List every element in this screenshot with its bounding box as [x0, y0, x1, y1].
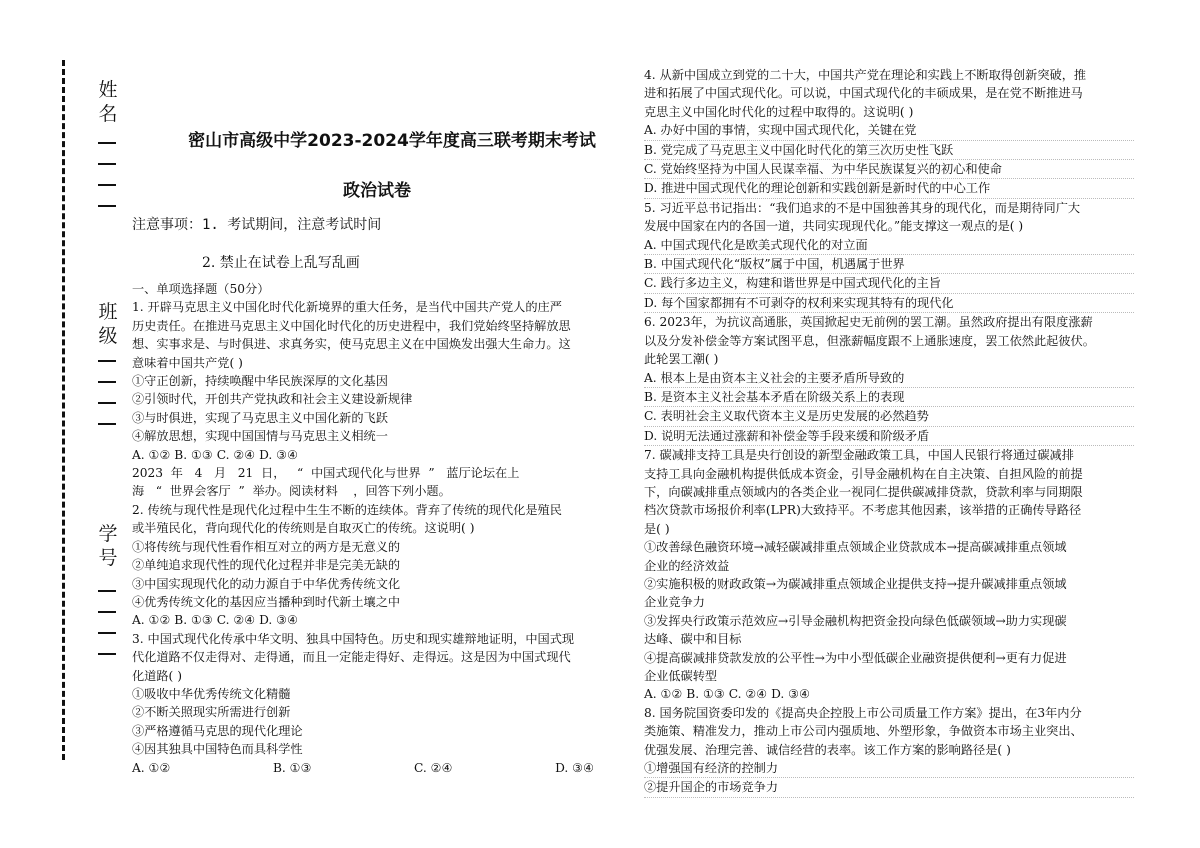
- exam-title: 密山市高级中学2023-2024学年度高三联考期末考试: [188, 131, 596, 151]
- text-line: ①将传统与现代性看作相互对立的两方是无意义的: [132, 539, 401, 554]
- text-line: ④因其独具中国特色而具科学性: [132, 742, 303, 757]
- answer-options: A. ①② B. ①③ C. ②④ D. ③④: [644, 687, 811, 702]
- text-line: 档次贷款市场报价利率(LPR)大致持平。不考虑其他因素，该举措的正确传导路径: [644, 503, 1082, 518]
- text-line: 发展中国家在内的各国一道，共同实现现代化。”能支撑这一观点的是( ): [644, 219, 1024, 234]
- text-line: A. 办好中国的事情，实现中国式现代化，关键在党: [644, 121, 1134, 140]
- text-line: 代化道路不仅走得对、走得通，而且一定能走得好、走得远。这是因为中国式现代: [132, 650, 571, 665]
- text-line: ①守正创新，持续唤醒中华民族深厚的文化基因: [132, 374, 388, 389]
- text-line: ③严格遵循马克思的现代化理论: [132, 723, 303, 738]
- name-blank[interactable]: [98, 142, 116, 226]
- option-c: C. ②④: [414, 760, 453, 775]
- notice-line-2: 2. 禁止在试卷上乱写乱画: [202, 255, 360, 271]
- text-line: 克思主义中国化时代化的过程中取得的。这说明( ): [644, 104, 914, 119]
- text-line: ②不断关照现实所需进行创新: [132, 705, 291, 720]
- text-line: 历史责任。在推进马克思主义中国化时代化的历史进程中，我们党始终坚持解放思: [132, 318, 571, 333]
- text-line: 海 “ 世界会客厅 ” 举办。阅读材料 ，回答下列小题。: [132, 484, 451, 499]
- name-label: 姓名: [98, 79, 118, 125]
- text-line: 8. 国务院国资委印发的《提高央企控股上市公司质量工作方案》提出，在3年内分: [644, 705, 1082, 720]
- text-line: 6. 2023年，为抗议高通胀，英国掀起史无前例的罢工潮。虽然政府提出有限度涨薪: [644, 315, 1093, 330]
- option-b: B. ①③: [272, 760, 312, 775]
- text-line: 或半殖民化，背向现代化的传统则是自取灭亡的传统。这说明( ): [132, 521, 475, 536]
- text-line: 以及分发补偿金等方案试图平息，但涨薪幅度跟不上通胀速度，罢工依然此起彼伏。: [644, 333, 1095, 348]
- text-line: ③与时俱进，实现了马克思主义中国化新的飞跃: [132, 410, 388, 425]
- class-blank[interactable]: [98, 360, 116, 444]
- binding-cut-line: [62, 60, 65, 760]
- text-line: A. 中国式现代化是欧美式现代化的对立面: [644, 236, 1134, 255]
- text-line: ①增强国有经济的控制力: [644, 759, 1134, 778]
- left-question-text: [132, 280, 624, 777]
- text-line: 一、单项选择题（50分）: [132, 282, 270, 296]
- text-line: 企业竞争力: [644, 595, 705, 610]
- text-line: 优强发展、治理完善、诚信经营的表率。该工作方案的影响路径是( ): [644, 742, 1011, 757]
- binding-margin: [52, 60, 122, 760]
- text-line: B. 是资本主义社会基本矛盾在阶级关系上的表现: [644, 388, 1134, 407]
- text-line: ④解放思想，实现中国国情与马克思主义相统一: [132, 429, 388, 444]
- text-line: 意味着中国共产党( ): [132, 355, 243, 370]
- text-line: C. 表明社会主义取代资本主义是历史发展的必然趋势: [644, 407, 1134, 426]
- text-line: 达峰、碳中和目标: [644, 632, 742, 647]
- text-line: 是( ): [644, 521, 670, 536]
- text-line: 下，向碳减排重点领域内的各类企业一视同仁提供碳减排贷款，贷款利率与同期限: [644, 484, 1083, 499]
- text-line: 4. 从新中国成立到党的二十大，中国共产党在理论和实践上不断取得创新突破，推: [644, 68, 1087, 82]
- text-line: ①吸收中华优秀传统文化精髓: [132, 686, 291, 701]
- text-line: B. 党完成了马克思主义中国化时代化的第三次历史性飞跃: [644, 141, 1134, 160]
- text-line: 企业低碳转型: [644, 669, 718, 683]
- answer-options: [132, 759, 594, 777]
- text-line: C. 践行多边主义，构建和谐世界是中国式现代化的主旨: [644, 274, 1134, 293]
- text-line: D. 说明无法通过涨薪和补偿金等手段来缓和阶级矛盾: [644, 427, 1134, 446]
- answer-options: A. ①② B. ①③ C. ②④ D. ③④: [132, 613, 299, 628]
- text-line: 支持工具向金融机构提供低成本资金，引导金融机构在自主决策、自担风险的前提: [644, 466, 1083, 481]
- text-line: 2023 年 4 月 21 日， “ 中国式现代化与世界 ” 蓝厅论坛在上: [132, 466, 520, 481]
- exam-subtitle: 政治试卷: [343, 181, 411, 201]
- text-line: B. 中国式现代化“版权”属于中国，机遇属于世界: [644, 255, 1134, 274]
- text-line: ④优秀传统文化的基因应当播种到时代新土壤之中: [132, 594, 401, 609]
- notice-line-1: 注意事项：1. 考试期间，注意考试时间: [132, 217, 382, 233]
- text-line: D. 推进中国式现代化的理论创新和实践创新是新时代的中心工作: [644, 179, 1134, 198]
- text-line: 此轮罢工潮( ): [644, 352, 719, 367]
- text-line: 1. 开辟马克思主义中国化时代化新境界的重大任务，是当代中国共产党人的庄严: [132, 300, 562, 315]
- text-line: 企业的经济效益: [644, 558, 730, 573]
- text-line: 7. 碳减排支持工具是央行创设的新型金融政策工具，中国人民银行将通过碳减排: [644, 448, 1074, 463]
- option-a: A. ①②: [132, 760, 171, 775]
- text-line: ②单纯追求现代性的现代化过程并非是完美无缺的: [132, 558, 401, 573]
- text-line: 2. 传统与现代性是现代化过程中生生不断的连续体。背弃了传统的现代化是殖民: [132, 502, 562, 517]
- text-line: 想、实事求是、与时俱进、求真务实，使马克思主义在中国焕发出强大生命力。这: [132, 337, 571, 352]
- option-d: D. ③④: [555, 760, 594, 775]
- text-line: 3. 中国式现代化传承中华文明、独具中国特色。历史和现实雄辩地证明，中国式现: [132, 631, 575, 646]
- right-question-text: [644, 66, 1134, 798]
- text-line: ③中国实现现代化的动力源自于中华优秀传统文化: [132, 576, 401, 591]
- text-line: ①改善绿色融资环境→减轻碳减排重点领域企业贷款成本→提高碳减排重点领域: [644, 540, 1067, 555]
- text-line: 化道路( ): [132, 668, 182, 683]
- text-line: 进和拓展了中国式现代化。可以说，中国式现代化的丰硕成果，是在党不断推进马: [644, 86, 1083, 101]
- text-line: ④提高碳减排贷款发放的公平性→为中小型低碳企业融资提供便利→更有力促进: [644, 650, 1067, 665]
- text-line: ②引领时代，开创共产党执政和社会主义建设新规律: [132, 392, 413, 407]
- text-line: ②提升国企的市场竞争力: [644, 778, 1134, 797]
- text-line: A. 根本上是由资本主义社会的主要矛盾所导致的: [644, 369, 1134, 388]
- text-line: D. 每个国家都拥有不可剥夺的权利来实现其特有的现代化: [644, 294, 1134, 313]
- id-blank[interactable]: [98, 590, 116, 674]
- id-label: 学号: [98, 523, 118, 569]
- text-line: 5. 习近平总书记指出：“我们追求的不是中国独善其身的现代化，而是期待同广大: [644, 200, 1081, 215]
- text-line: 类施策、精准发力，推动上市公司内强质地、外塑形象，争做资本市场主业突出、: [644, 724, 1083, 739]
- text-line: ③发挥央行政策示范效应→引导金融机构把资金投向绿色低碳领域→助力实现碳: [644, 613, 1067, 628]
- text-line: ②实施积极的财政政策→为碳减排重点领域企业提供支持→提升碳减排重点领域: [644, 576, 1067, 591]
- answer-options: A. ①② B. ①③ C. ②④ D. ③④: [132, 447, 299, 462]
- text-line: C. 党始终坚持为中国人民谋幸福、为中华民族谋复兴的初心和使命: [644, 160, 1134, 179]
- class-label: 班级: [98, 301, 118, 347]
